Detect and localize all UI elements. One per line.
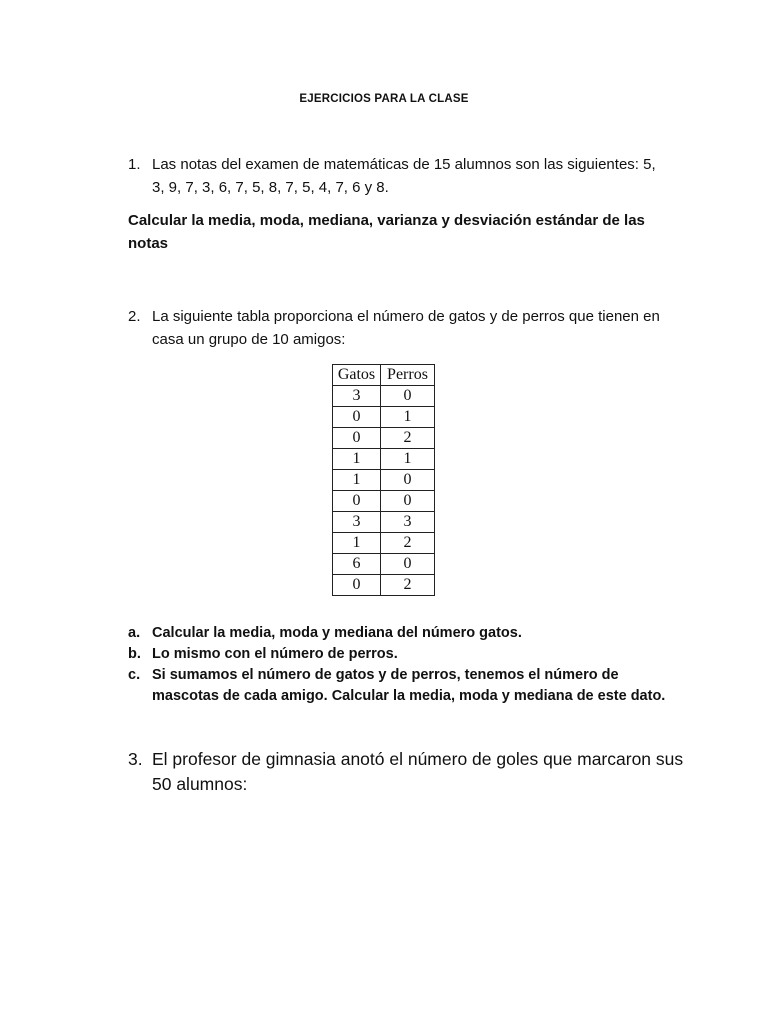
exercise-2 [128,305,668,351]
table-row [333,533,435,554]
table-row [333,512,435,533]
document-title: EJERCICIOS PARA LA CLASE [299,93,469,105]
list-item [128,644,668,665]
table-cell-perros: 0 [381,470,435,491]
table-cell-perros: 2 [381,533,435,554]
exercise-1-instruction: Calcular la media, moda, mediana, varianza y desviación estándar de las notas [128,212,645,252]
exercise-1-number: 1. [128,156,141,173]
table-cell-gatos: 3 [333,512,381,533]
table-cell-gatos: 1 [333,533,381,554]
list-item-text: Calcular la media, moda y mediana del número gatos. [152,625,522,641]
table-row [333,491,435,512]
list-item-text: Si sumamos el número de gatos y de perros, tenemos el número de mascotas de cada amigo. Calcular la media, moda y mediana de este dato. [152,667,666,704]
table-row [333,575,435,596]
table-cell-perros: 0 [381,554,435,575]
table-cell-gatos: 0 [333,575,381,596]
table-cell-gatos: 1 [333,470,381,491]
list-item [128,665,668,707]
table-row [333,554,435,575]
exercise-2-text: La siguiente tabla proporciona el número de gatos y de perros que tienen en casa un grupo de 10 amigos: [152,308,660,348]
table-cell-perros: 1 [381,407,435,428]
table-header-row [333,365,435,386]
table-cell-gatos: 0 [333,407,381,428]
table-cell-gatos: 0 [333,491,381,512]
exercise-3-number: 3. [128,749,143,769]
table-cell-gatos: 3 [333,386,381,407]
table-cell-gatos: 6 [333,554,381,575]
pets-table [332,364,435,596]
table-row [333,386,435,407]
exercise-2-number: 2. [128,308,141,325]
exercise-3 [128,747,688,797]
table-row [333,470,435,491]
table-cell-perros: 1 [381,449,435,470]
exercise-1 [128,153,668,199]
table-row [333,449,435,470]
exercise-2-subitems [128,623,668,707]
table-cell-gatos: 0 [333,428,381,449]
table-cell-gatos: 1 [333,449,381,470]
list-item [128,623,668,644]
table-cell-perros: 2 [381,428,435,449]
table-row [333,428,435,449]
list-item-letter: c. [128,667,141,683]
list-item-text: Lo mismo con el número de perros. [152,646,398,662]
exercise-1-text: Las notas del examen de matemáticas de 15 alumnos son las siguientes: 5, 3, 9, 7, 3, 6, 7, 5, 8, 7, 5, 4, 7, 6 y 8. [152,156,656,196]
table-row [333,407,435,428]
list-item-letter: a. [128,625,141,641]
list-item-letter: b. [128,646,141,662]
table-cell-perros: 0 [381,491,435,512]
column-header-gatos: Gatos [333,365,381,386]
table-cell-perros: 0 [381,386,435,407]
table-cell-perros: 3 [381,512,435,533]
column-header-perros: Perros [381,365,435,386]
table-cell-perros: 2 [381,575,435,596]
exercise-3-text: El profesor de gimnasia anotó el número de goles que marcaron sus 50 alumnos: [152,749,684,794]
